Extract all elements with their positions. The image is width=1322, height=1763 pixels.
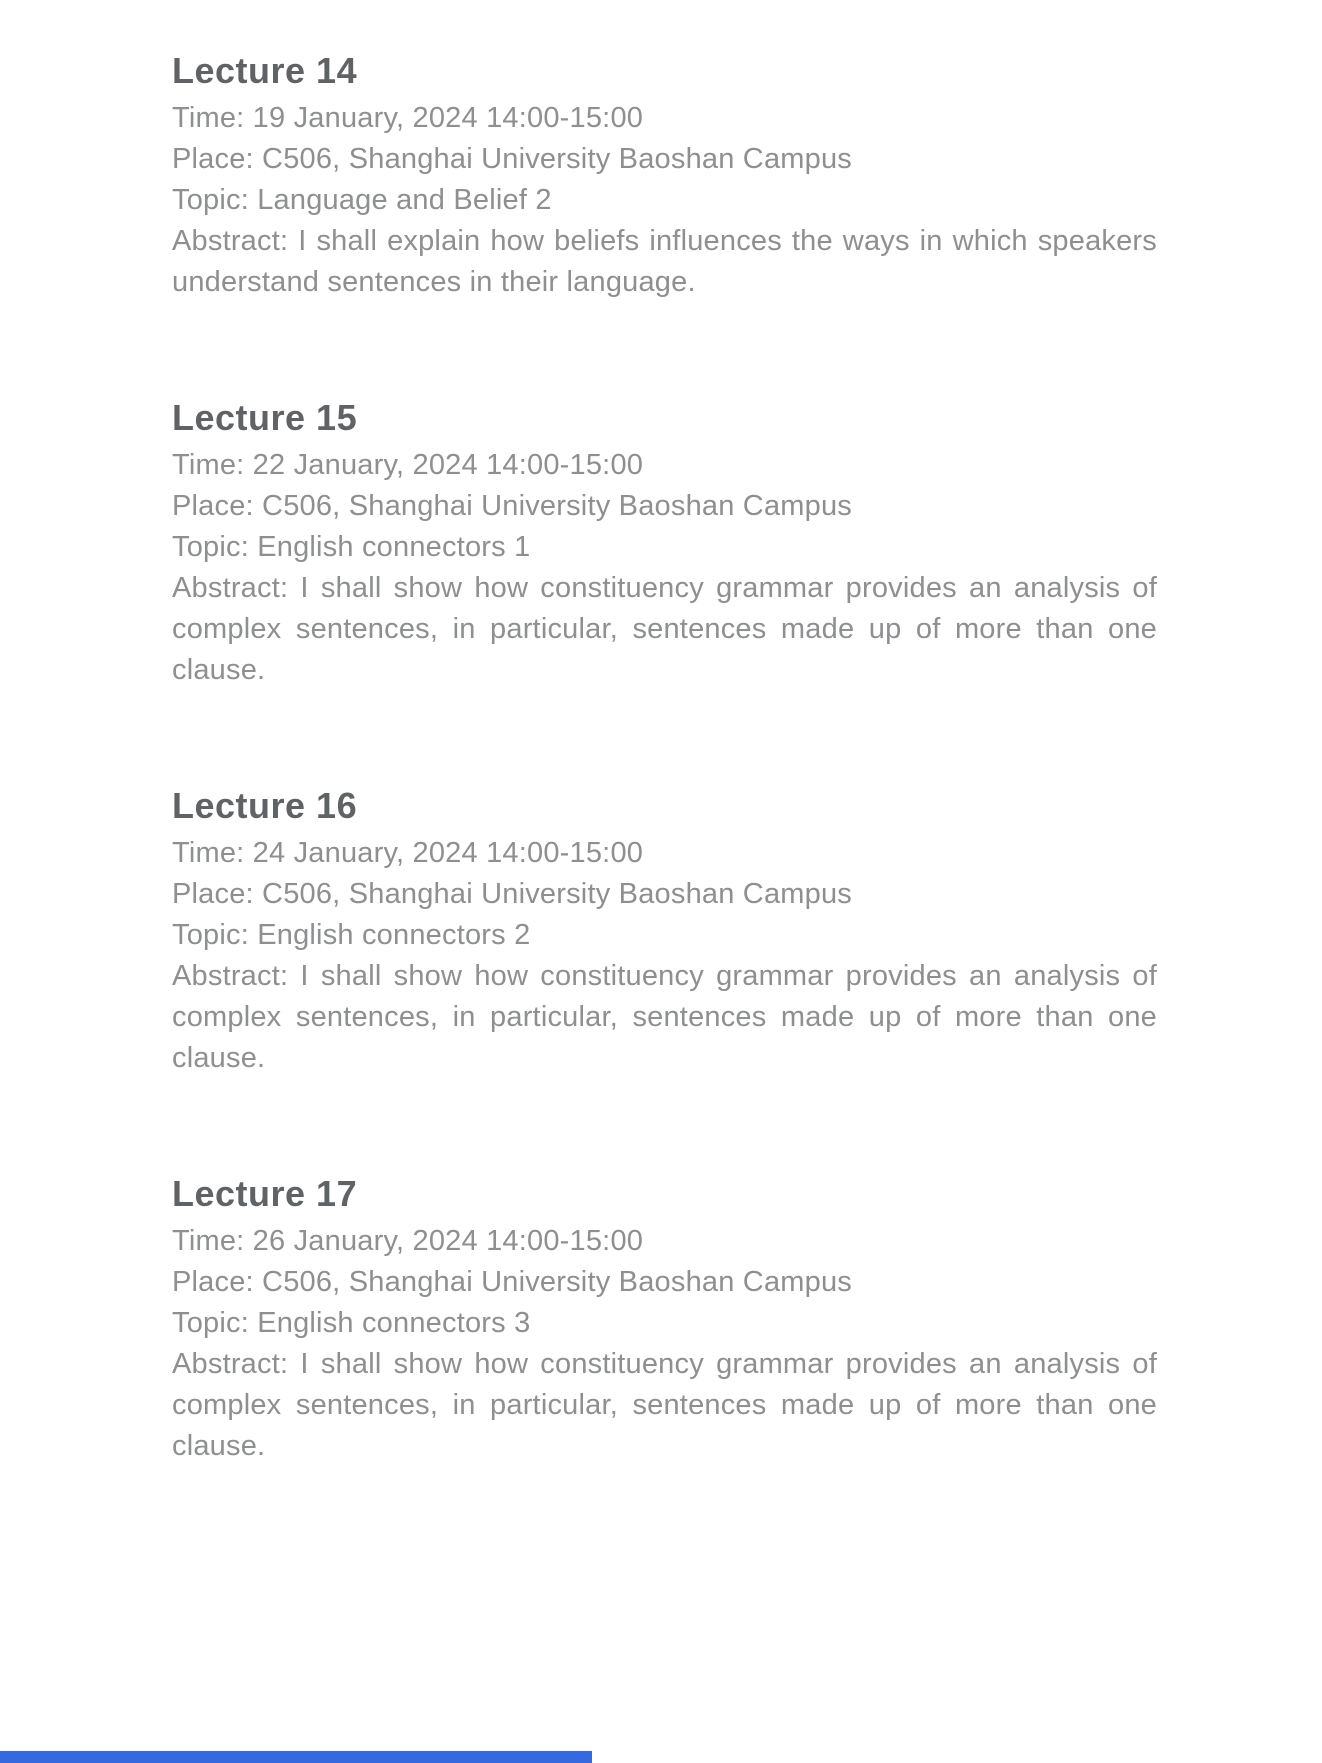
lecture-title: Lecture 15 [172, 397, 358, 438]
lecture-time: Time: 26 January, 2024 14:00-15:00 [172, 1225, 644, 1257]
lecture-topic: Topic: English connectors 1 [172, 531, 531, 563]
lecture-place: Place: C506, Shanghai University Baoshan Campus [172, 490, 852, 522]
lecture-title: Lecture 14 [172, 50, 358, 91]
lecture-announcements-document [172, 48, 1157, 1559]
lecture-topic: Topic: English connectors 3 [172, 1307, 531, 1339]
lecture-place: Place: C506, Shanghai University Baoshan Campus [172, 1266, 852, 1298]
lecture-section [172, 48, 1157, 303]
lecture-place: Place: C506, Shanghai University Baoshan Campus [172, 143, 852, 175]
lecture-title: Lecture 17 [172, 1173, 358, 1214]
lecture-place: Place: C506, Shanghai University Baoshan Campus [172, 878, 852, 910]
lecture-abstract: Abstract: I shall explain how beliefs influences the ways in which speakers understand sentences in their language. [172, 225, 1157, 298]
lecture-topic: Topic: Language and Belief 2 [172, 184, 552, 216]
lecture-section [172, 395, 1157, 691]
lecture-section [172, 1171, 1157, 1467]
lecture-time: Time: 19 January, 2024 14:00-15:00 [172, 102, 644, 134]
lecture-abstract: Abstract: I shall show how constituency grammar provides an analysis of complex sentences, in particular, sentences made up of more than one clause. [172, 572, 1157, 686]
lecture-time: Time: 22 January, 2024 14:00-15:00 [172, 449, 644, 481]
video-progress-bar[interactable] [0, 1751, 592, 1763]
lecture-abstract: Abstract: I shall show how constituency grammar provides an analysis of complex sentences, in particular, sentences made up of more than one clause. [172, 960, 1157, 1074]
lecture-topic: Topic: English connectors 2 [172, 919, 531, 951]
lecture-title: Lecture 16 [172, 785, 358, 826]
lecture-time: Time: 24 January, 2024 14:00-15:00 [172, 837, 644, 869]
lecture-section [172, 783, 1157, 1079]
lecture-abstract: Abstract: I shall show how constituency grammar provides an analysis of complex sentences, in particular, sentences made up of more than one clause. [172, 1348, 1157, 1462]
